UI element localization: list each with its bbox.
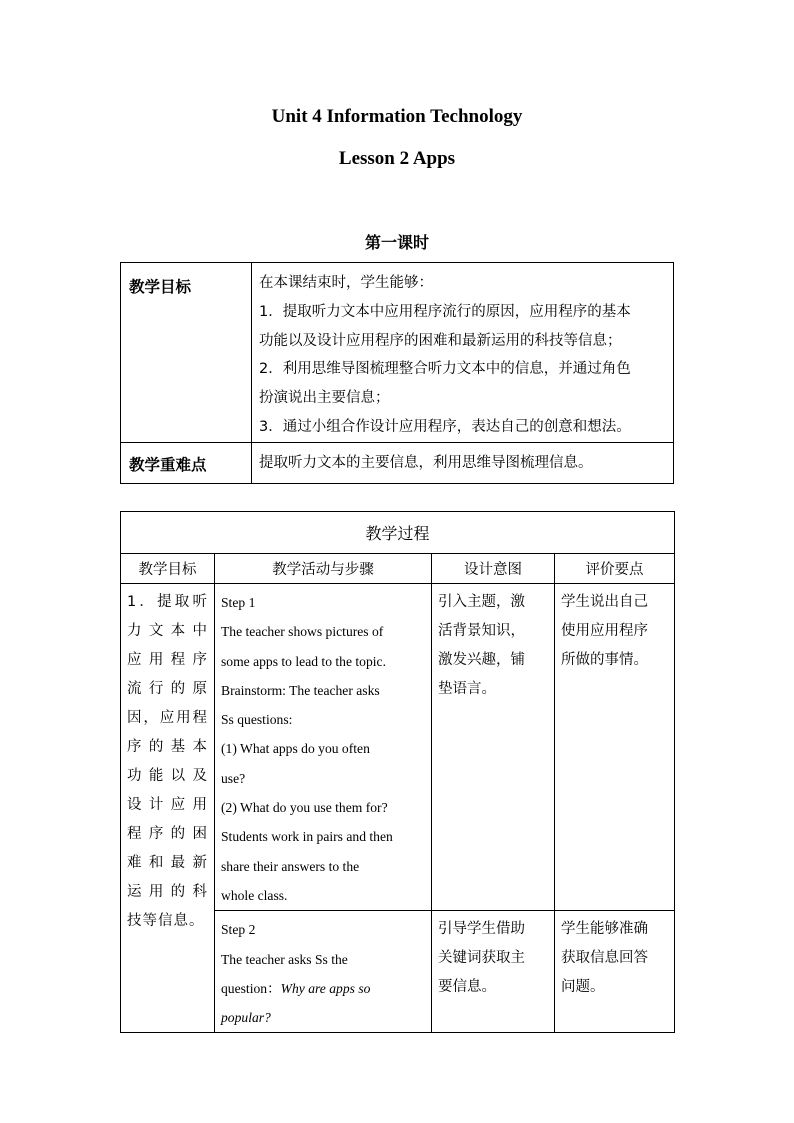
- activity-line: The teacher shows pictures of: [221, 624, 384, 640]
- goal-line: 1．提取听: [127, 594, 208, 610]
- goal-line: 力文本中: [127, 623, 208, 639]
- activity-line: (1) What apps do you often: [221, 741, 370, 757]
- activity-line: [221, 1003, 425, 1032]
- activity-line: The teacher asks Ss the: [221, 951, 348, 967]
- intent-line: 活背景知识，: [438, 623, 525, 639]
- process-title-row: [121, 512, 675, 554]
- step-2-evaluation: [555, 911, 675, 1033]
- activity-line: use?: [221, 770, 246, 786]
- activity-question-italic: Why are apps so: [280, 980, 371, 996]
- goals-line: 1．提取听力文本中应用程序流行的原因，应用程序的基本: [259, 303, 631, 320]
- activity-line: whole class.: [221, 887, 288, 903]
- step-1-evaluation: [555, 584, 675, 911]
- evaluation-line: 获取信息回答: [561, 950, 648, 967]
- activity-line: Ss questions:: [221, 712, 293, 728]
- activity-line: some apps to lead to the topic.: [221, 653, 386, 669]
- intent-line: 引导学生借助: [438, 921, 525, 938]
- goals-row: [121, 263, 674, 443]
- step-2-activity: [215, 911, 432, 1033]
- process-table: [120, 511, 675, 1033]
- column-header-intent: 设计意图: [432, 554, 555, 584]
- column-header-goal: 教学目标: [121, 554, 215, 584]
- goal-line: 应用程序: [127, 652, 208, 668]
- goal-line: 程序的困: [127, 826, 208, 842]
- key-points-row: [121, 442, 674, 483]
- intent-line: 垫语言。: [438, 681, 496, 697]
- goal-line: 难和最新: [127, 855, 208, 871]
- activity-question-italic: popular?: [221, 1010, 271, 1026]
- goals-value: [252, 263, 674, 443]
- activity-line: Brainstorm: The teacher asks: [221, 682, 380, 698]
- goal-line: 流行的原: [127, 681, 208, 697]
- goals-line: 在本课结束时，学生能够：: [259, 275, 433, 291]
- intent-line: 引入主题，激: [438, 594, 525, 610]
- evaluation-line: 使用应用程序: [561, 623, 648, 639]
- goals-line: 扮演说出主要信息；: [259, 390, 390, 407]
- activity-line: share their answers to the: [221, 858, 360, 874]
- unit-title: Unit 4 Information Technology: [271, 106, 523, 127]
- intent-line: 要信息。: [438, 979, 496, 996]
- column-header-activity: 教学活动与步骤: [215, 554, 432, 584]
- step-2-intent: [432, 911, 555, 1033]
- key-points-label: 教学重难点: [121, 442, 252, 483]
- goal-cell: [121, 584, 215, 1033]
- goals-label: 教学目标: [121, 263, 252, 443]
- activity-question-prefix: question：: [221, 980, 281, 996]
- evaluation-line: 所做的事情。: [561, 652, 648, 668]
- column-header-row: [121, 554, 675, 584]
- goal-line: 序的基本: [127, 739, 208, 755]
- goals-line: 3．通过小组合作设计应用程序，表达自己的创意和想法。: [259, 418, 631, 435]
- objectives-table: [120, 262, 674, 484]
- goals-line: 功能以及设计应用程序的困难和最新运用的科技等信息；: [259, 332, 622, 349]
- activity-line: (2) What do you use them for?: [221, 800, 388, 816]
- column-header-evaluation: 评价要点: [555, 554, 675, 584]
- key-points-value: 提取听力文本的主要信息，利用思维导图梳理信息。: [252, 442, 674, 483]
- step-1-activity: [215, 584, 432, 911]
- goal-line: 技等信息。: [127, 913, 205, 929]
- activity-line: Step 1: [221, 595, 256, 610]
- lesson-title: Lesson 2 Apps: [338, 148, 456, 169]
- step-1-intent: [432, 584, 555, 911]
- activity-line: Students work in pairs and then: [221, 829, 393, 845]
- intent-line: 关键词获取主: [438, 950, 525, 967]
- goal-line: 功能以及: [127, 768, 208, 784]
- goal-line: 设计应用: [127, 797, 208, 813]
- step-1-row: [121, 584, 675, 911]
- goals-line: 2．利用思维导图梳理整合听力文本中的信息，并通过角色: [259, 361, 631, 378]
- goal-line: 运用的科: [127, 884, 208, 900]
- process-title: 教学过程: [121, 512, 675, 554]
- evaluation-line: 学生说出自己: [561, 594, 648, 610]
- evaluation-line: 学生能够准确: [561, 921, 648, 938]
- evaluation-line: 问题。: [561, 979, 605, 996]
- intent-line: 激发兴趣，铺: [438, 652, 525, 668]
- period-title: 第一课时: [364, 233, 429, 252]
- activity-line: [221, 974, 425, 1003]
- goal-line: 因，应用程: [127, 710, 208, 726]
- activity-line: Step 2: [221, 922, 256, 938]
